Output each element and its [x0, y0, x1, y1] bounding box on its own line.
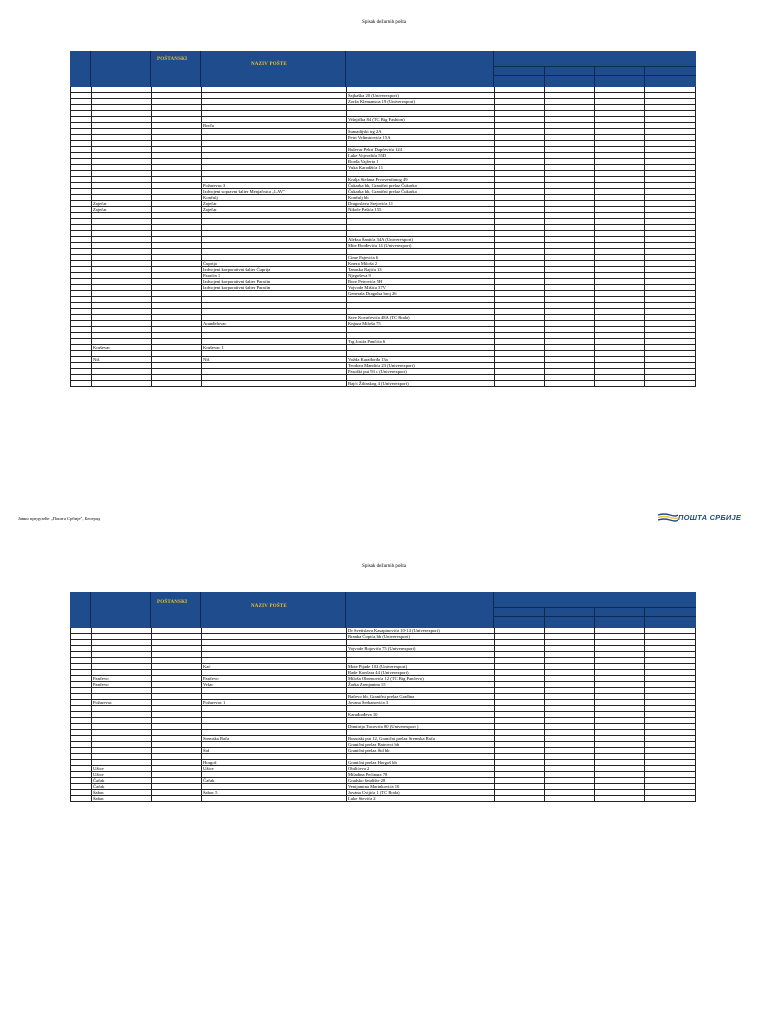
row-cell-address: Karađorđeva 10: [346, 712, 494, 718]
row-cell-office-name: Pančevo: [201, 676, 346, 682]
row-cell-office-name: Zaječar: [201, 201, 346, 207]
row-cell-address: Končulj bb: [346, 195, 494, 201]
row-cell-address: Šajkaška 20 (Univerexport): [346, 93, 494, 99]
row-cell-city: Užice: [91, 766, 151, 772]
row-cell-office-name: [201, 796, 346, 802]
row-cell-office-name: Užice: [201, 766, 346, 772]
row-cell-hours: [644, 796, 696, 802]
row-cell-address: Bosutski put 12, Granični prelaz Sremska Rača: [346, 736, 494, 742]
header-cell-naziv: [201, 51, 346, 87]
row-cell-office-name: Aranđelovac: [201, 321, 346, 327]
table-header: [70, 51, 696, 87]
row-cell-address: Pasoški put 93 c (Univerexport): [346, 369, 494, 375]
row-cell-office-name: Požarevac 1: [201, 700, 346, 706]
header-cell-naziv: [201, 592, 346, 628]
table-row: [70, 381, 696, 387]
row-cell-address: Miladina Pećinara 78: [346, 772, 494, 778]
row-cell-office-name: Izdvojeni korporativni šalter Ćuprija: [201, 267, 346, 273]
row-cell-hours: [644, 381, 696, 387]
header-naziv-poste: NAZIV POŠTE: [251, 62, 287, 67]
row-cell-address: Bajći Žilinskog 4 (Univerexport): [346, 381, 494, 387]
row-cell-address: Čukarka bb, Granični prelaz Čukarka: [346, 189, 494, 195]
row-cell-office-name: Izdvojeni sopravni šalter Menjačnica „LAV": [201, 189, 346, 195]
header-postanski: POŠTANSKI: [157, 57, 188, 62]
row-cell-office-name: Končulj: [201, 195, 346, 201]
row-cell-address: Bačevo bb, Granični prelaz Građina: [346, 694, 494, 700]
row-cell-address: Vožda Karađorđa 13a: [346, 357, 494, 363]
row-cell-address: Mote Pijade 102 (Univerexport): [346, 664, 494, 670]
row-cell-office-name: Izdvojeni korporativni šalter Paraćin: [201, 285, 346, 291]
row-cell-hours: [494, 381, 544, 387]
duty-post-offices-table-2: [70, 592, 696, 802]
footer-company-name: Јавно предузеће „Пошта Србије", Београд: [18, 516, 101, 521]
page-title-2: Spisak dežurnih pošta: [362, 564, 406, 569]
row-cell-address: Obilićeva 2: [346, 766, 494, 772]
row-cell-address: Teodora Mandića 23 (Univerexport): [346, 363, 494, 369]
row-cell-city: Kruševac: [91, 345, 151, 351]
row-cell-city: Čačak: [91, 784, 151, 790]
row-cell-address: Aleksa Šantića 34A (Univerexport): [346, 237, 494, 243]
header-cell-hours: [494, 592, 696, 628]
logo-text: ПОШТА СРБИЈЕ: [678, 513, 742, 522]
row-cell-office-name: [201, 381, 346, 387]
row-cell-address: Branka Ćopića bb (Univerexport): [346, 634, 494, 640]
duty-post-offices-table: [70, 51, 696, 387]
row-cell-address: Venijamina Marinkovića 10: [346, 784, 494, 790]
header-postanski: POŠTANSKI: [157, 600, 188, 605]
table-body-2: [70, 628, 696, 802]
row-cell-address: Knjaza Miloša 75: [346, 321, 494, 327]
header-naziv-poste: NAZIV POŠTE: [251, 604, 287, 609]
row-cell-postal-code: [151, 381, 201, 387]
row-cell-hours: [594, 796, 644, 802]
row-cell-address: Mite Đorđevića 14 (Univerexport): [346, 243, 494, 249]
row-cell-city: Niš: [91, 357, 151, 363]
row-cell-address: Sumadijski trg 2A: [346, 129, 494, 135]
header-cell-postanski: [151, 51, 201, 87]
row-cell-address: Žarka Zrenjanina 15: [346, 682, 494, 688]
row-cell-address: Trg Josifa Pančića 6: [346, 339, 494, 345]
row-cell-postal-code: [151, 796, 201, 802]
row-cell-city: Šabac: [91, 796, 151, 802]
row-cell-address: Rade Končara 44 (Univerexport): [346, 670, 494, 676]
row-cell-address: Njegoševa 9: [346, 273, 494, 279]
row-cell-address: Save Kovačevića 48A (TC Roda): [346, 315, 494, 321]
row-cell-city: Šabac: [91, 790, 151, 796]
row-cell-city: Pančevo: [91, 682, 151, 688]
row-cell-blank: [70, 381, 91, 387]
row-cell-office-name: Kruševac 1: [201, 345, 346, 351]
row-cell-address: Cime Pajevića 6: [346, 255, 494, 261]
row-cell-office-name: Sremska Rača: [201, 736, 346, 742]
header-cell-address: [346, 592, 494, 628]
row-cell-address: Petri Velimirovića 15A: [346, 135, 494, 141]
row-cell-office-name: Paraćin 1: [201, 273, 346, 279]
header-cell-hours: [494, 51, 696, 87]
header-cell-postanski: [151, 592, 201, 628]
table-body: [70, 87, 696, 387]
row-cell-office-name: Izdvojeni korporativni šalter Paraćin: [201, 279, 346, 285]
row-cell-address: Dragoslava Srejovića 11: [346, 201, 494, 207]
row-cell-office-name: Šid: [201, 748, 346, 754]
row-cell-address: Jovana Cvijića 1 (TC Roda): [346, 790, 494, 796]
row-cell-address: Dr Svetislava Kasapinovića 10-14 (Univerexport): [346, 628, 494, 634]
header-cell-blank: [91, 51, 151, 87]
row-cell-hours: [544, 381, 594, 387]
row-cell-office-name: Kać: [201, 664, 346, 670]
row-cell-city: Zaječar: [91, 201, 151, 207]
row-cell-blank: [70, 796, 91, 802]
row-cell-hours: [594, 381, 644, 387]
row-cell-address: Generala Dragolsa broj 26: [346, 291, 494, 297]
posta-srbije-logo: [658, 512, 750, 522]
row-cell-address: Čukarka bb, Granični prelaz Čukarka: [346, 183, 494, 189]
row-cell-office-name: Ćuprija: [201, 261, 346, 267]
header-cell-blank: [70, 51, 91, 87]
row-cell-address: Kneza Miloša 2: [346, 261, 494, 267]
row-cell-city: Užice: [91, 772, 151, 778]
header-cell-blank: [91, 592, 151, 628]
row-cell-office-name: Požarevac 3: [201, 183, 346, 189]
logo-wave-icon: [658, 512, 678, 522]
row-cell-office-name: Horgoš: [201, 760, 346, 766]
row-cell-address: Đorđa Vajferta 1: [346, 159, 494, 165]
row-cell-address: Granični prelaz Batrovci bb: [346, 742, 494, 748]
row-cell-address: Granični prelaz Šid bb: [346, 748, 494, 754]
row-cell-office-name: Zaječar: [201, 207, 346, 213]
table-header-2: [70, 592, 696, 628]
row-cell-city: Čačak: [91, 778, 151, 784]
row-cell-address: Zorža Klemansoa 19 (Univerexport): [346, 99, 494, 105]
row-cell-address: Jovana Šerbanovića 3: [346, 700, 494, 706]
row-cell-office-name: Šabac 5: [201, 790, 346, 796]
row-cell-office-name: Borča: [201, 123, 346, 129]
row-cell-address: Gradsko šetalište 28: [346, 778, 494, 784]
header-cell-blank: [70, 592, 91, 628]
row-cell-city: Pančevo: [91, 676, 151, 682]
header-cell-address: [346, 51, 494, 87]
row-cell-hours: [544, 796, 594, 802]
row-cell-address: Bore Petrovića 5H: [346, 279, 494, 285]
row-cell-office-name: Čačak: [201, 778, 346, 784]
row-cell-address: Luke Stevića 2: [346, 796, 494, 802]
row-cell-city: Zaječar: [91, 207, 151, 213]
row-cell-address: Višnjička 84 (TC Big Fashion): [346, 117, 494, 123]
row-cell-address: Tanaska Rajića 13: [346, 267, 494, 273]
page-title: Spisak dežurnih pošta: [362, 20, 406, 25]
row-cell-address: Kralja Stefana Prvovenčanog 49: [346, 177, 494, 183]
row-cell-address: Vojvode Mišića 37V: [346, 285, 494, 291]
row-cell-address: Granični prelaz Horgoš bb: [346, 760, 494, 766]
row-cell-address: Bulevar Pekri Dapčevića 124: [346, 147, 494, 153]
row-cell-address: Vuka Karadžića 11: [346, 165, 494, 171]
row-cell-city: [91, 381, 151, 387]
row-cell-city: Požarevac: [91, 700, 151, 706]
row-cell-address: Luke Vojvodića 55D: [346, 153, 494, 159]
row-cell-hours: [494, 796, 544, 802]
row-cell-office-name: Niš: [201, 357, 346, 363]
row-cell-address: Miloša Obrenovića 12 (TC Big Pančevo): [346, 676, 494, 682]
table-row: [70, 796, 696, 802]
row-cell-address: Dimitrija Tucovića 80 (Univerexport ): [346, 724, 494, 730]
row-cell-address: Vojvode Bojovića 75 (Univerexport): [346, 646, 494, 652]
row-cell-office-name: Vršac: [201, 682, 346, 688]
row-cell-address: Nikole Pašića 155: [346, 207, 494, 213]
